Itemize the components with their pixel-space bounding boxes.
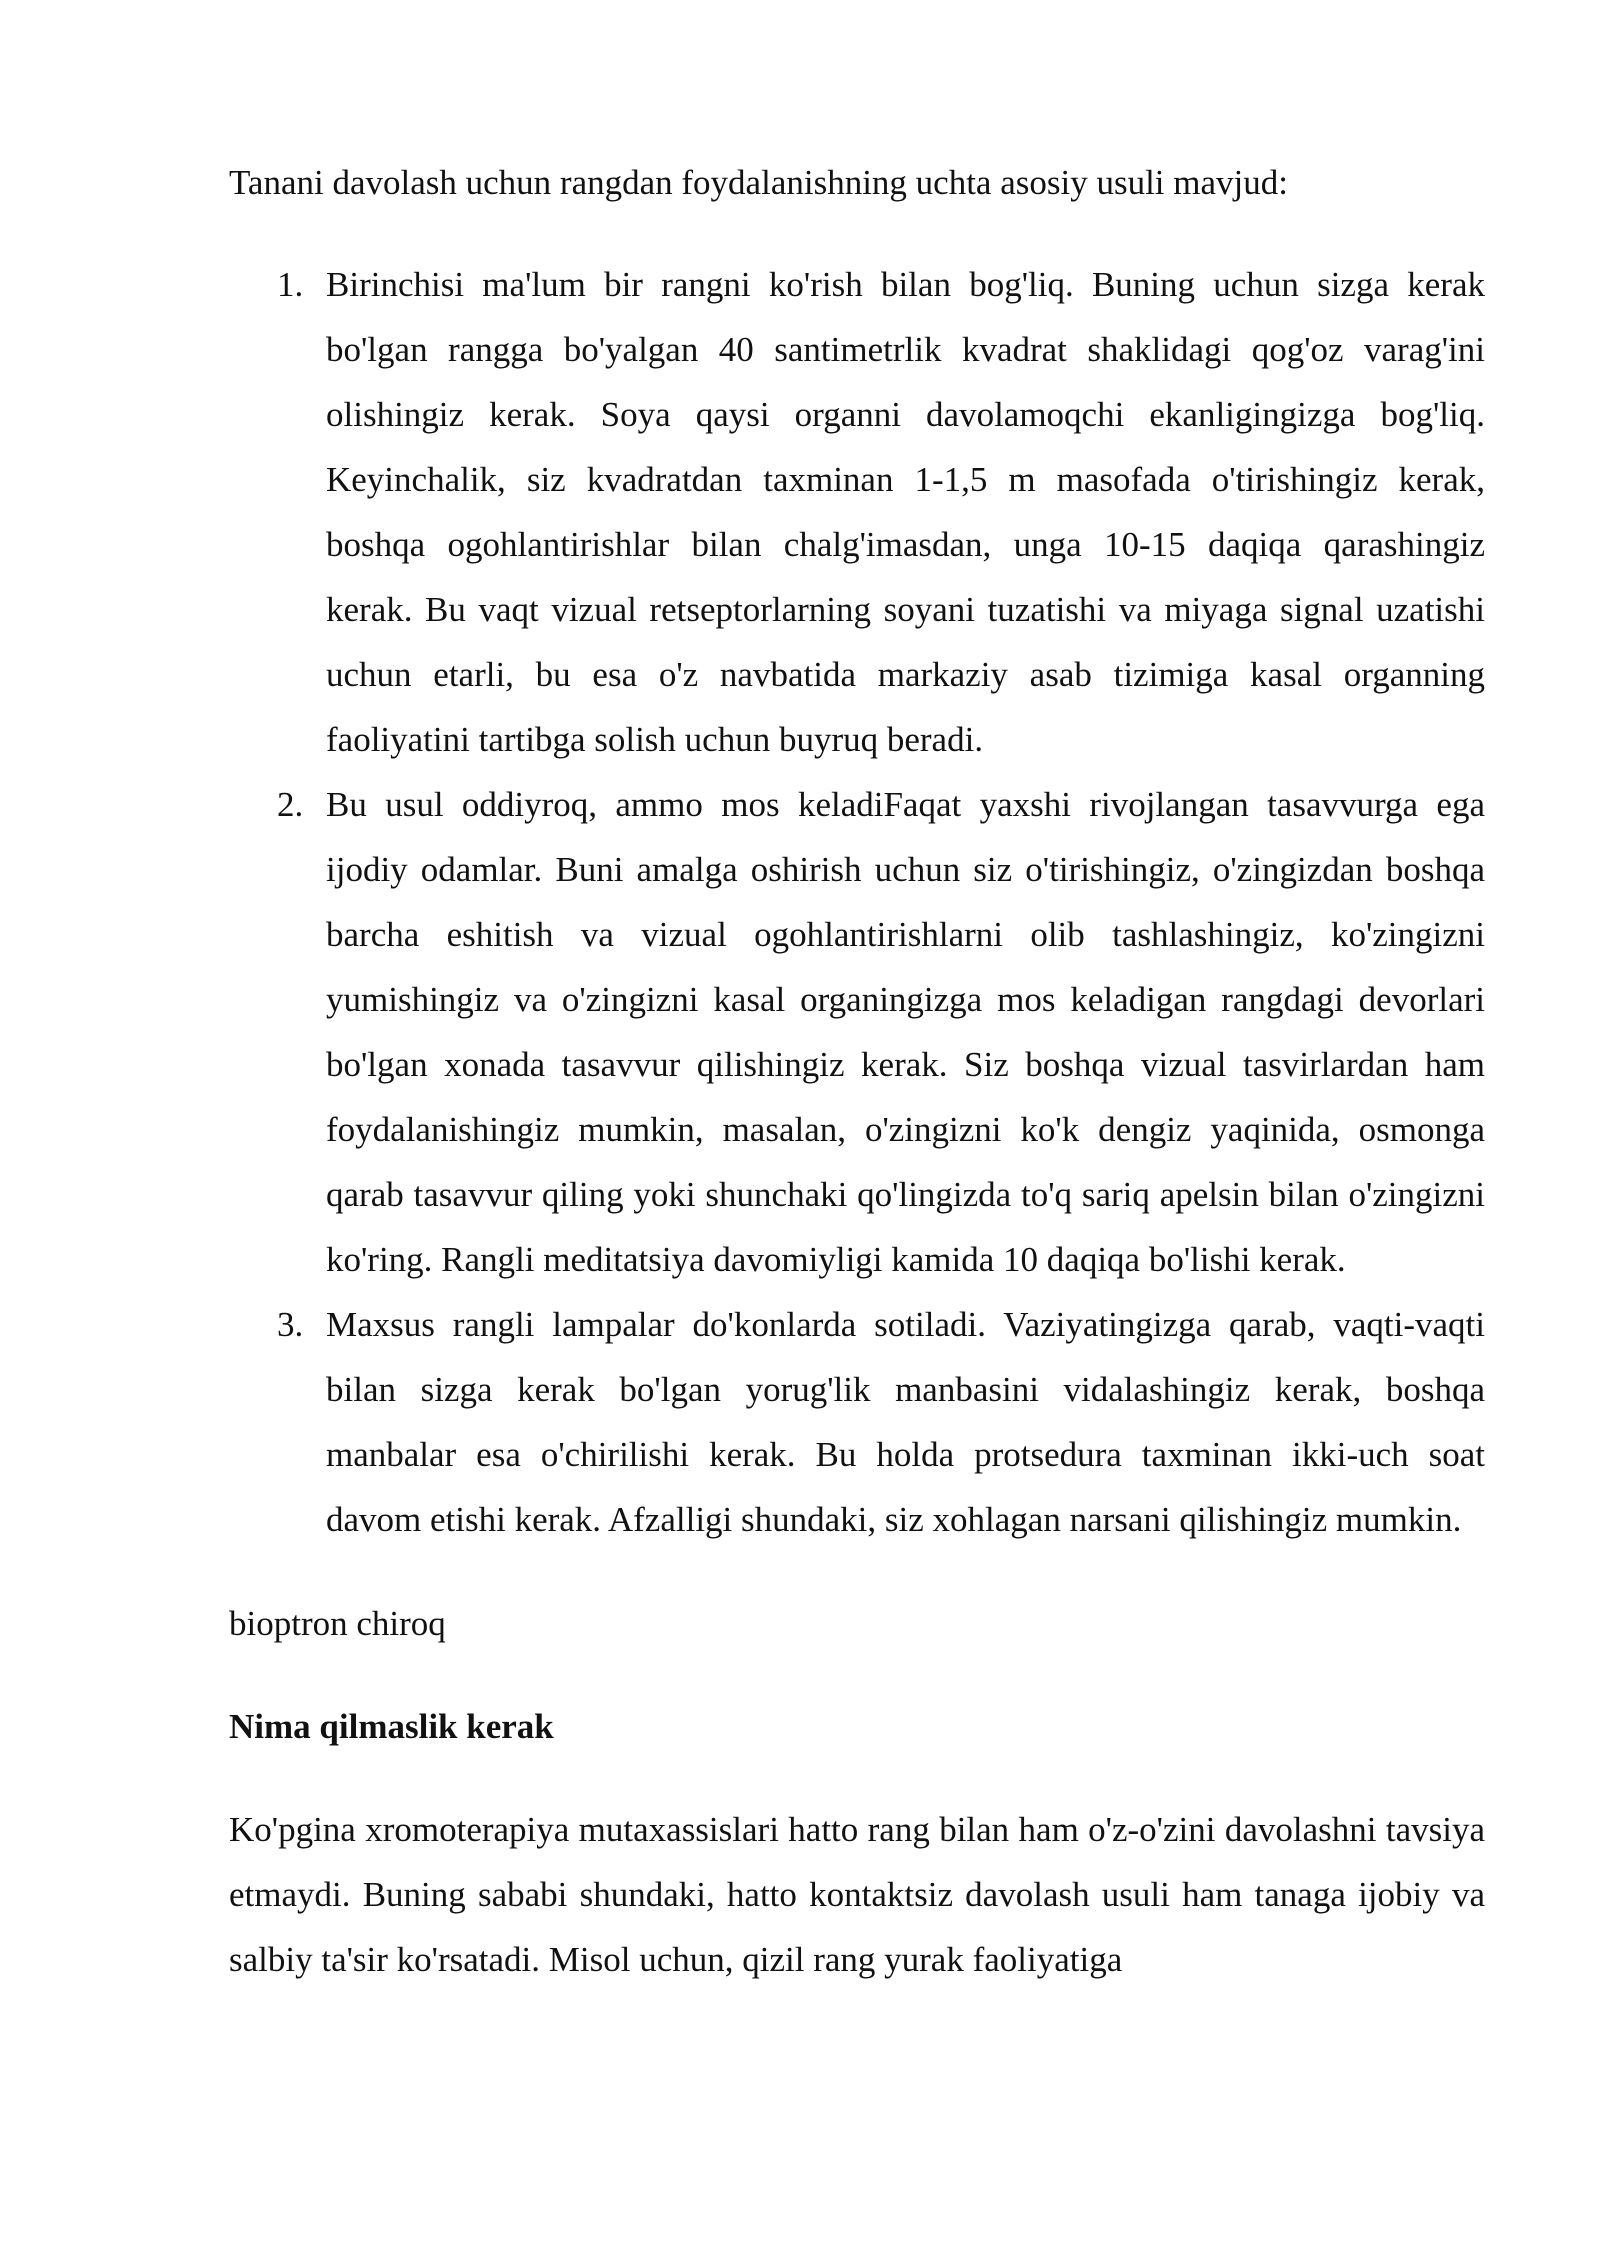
document-page: [229, 150, 1485, 1992]
body-paragraph: Ko'pgina xromoterapiya mutaxassislari hatto rang bilan ham o'z-o'zini davolashni tavsiya etmaydi. Buning sababi shundaki, hatto kontaktsiz davolash usuli ham tanaga ijobiy va salbiy ta'sir ko'rsatadi. Misol uchun, qizil rang yurak faoliyatiga: [229, 1810, 1485, 1979]
section-heading: Nima qilmaslik kerak: [229, 1707, 554, 1746]
list-item-text: Maxsus rangli lampalar do'konlarda sotiladi. Vaziyatingizga qarab, vaqti-vaqti bilan sizga kerak bo'lgan yorug'lik manbasini vidalashingiz kerak, boshqa manbalar esa o'chirilishi kerak. Bu holda protsedura taxminan ikki-uch soat davom etishi kerak. Afzalligi shundaki, siz xohlagan narsani qilishingiz mumkin.: [326, 1305, 1485, 1539]
list-item-text: Bu usul oddiyroq, ammo mos keladiFaqat yaxshi rivojlangan tasavvurga ega ijodiy odamlar. Buni amalga oshirish uchun siz o'tirishingiz, o'zingizdan boshqa barcha eshitish va vizual ogohlantirishlarni olib tashlashingiz, ko'zingizni yumishingiz va o'zingizni kasal organingizga mos keladigan rangdagi devorlari bo'lgan xonada tasavvur qilishingiz kerak. Siz boshqa vizual tasvirlardan ham foydalanishingiz mumkin, masalan, o'zingizni ko'k dengiz yaqinida, osmonga qarab tasavvur qiling yoki shunchaki qo'lingizda to'q sariq apelsin bilan o'zingizni ko'ring. Rangli meditatsiya davomiyligi kamida 10 daqiqa bo'lishi kerak.: [326, 785, 1485, 1279]
list-item: [229, 772, 1485, 1292]
list-item-text: Birinchisi ma'lum bir rangni ko'rish bilan bog'liq. Buning uchun sizga kerak bo'lgan rangga bo'yalgan 40 santimetrlik kvadrat shaklidagi qog'oz varag'ini olishingiz kerak. Soya qaysi organni davolamoqchi ekanligingizga bog'liq. Keyinchalik, siz kvadratdan taxminan 1-1,5 m masofada o'tirishingiz kerak, boshqa ogohlantirishlar bilan chalg'imasdan, unga 10-15 daqiqa qarashingiz kerak. Bu vaqt vizual retseptorlarning soyani tuzatishi va miyaga signal uzatishi uchun etarli, bu esa o'z navbatida markaziy asab tizimiga kasal organning faoliyatini tartibga solish uchun buyruq beradi.: [326, 265, 1485, 759]
list-item-number: 1.: [277, 265, 304, 304]
list-item: [229, 1292, 1485, 1552]
list-item: [229, 252, 1485, 772]
intro-paragraph: Tanani davolash uchun rangdan foydalanishning uchta asosiy usuli mavjud:: [229, 163, 1288, 202]
methods-list: [229, 252, 1485, 1552]
caption-text: bioptron chiroq: [229, 1604, 446, 1643]
list-item-number: 3.: [277, 1305, 304, 1344]
list-item-number: 2.: [277, 785, 304, 824]
